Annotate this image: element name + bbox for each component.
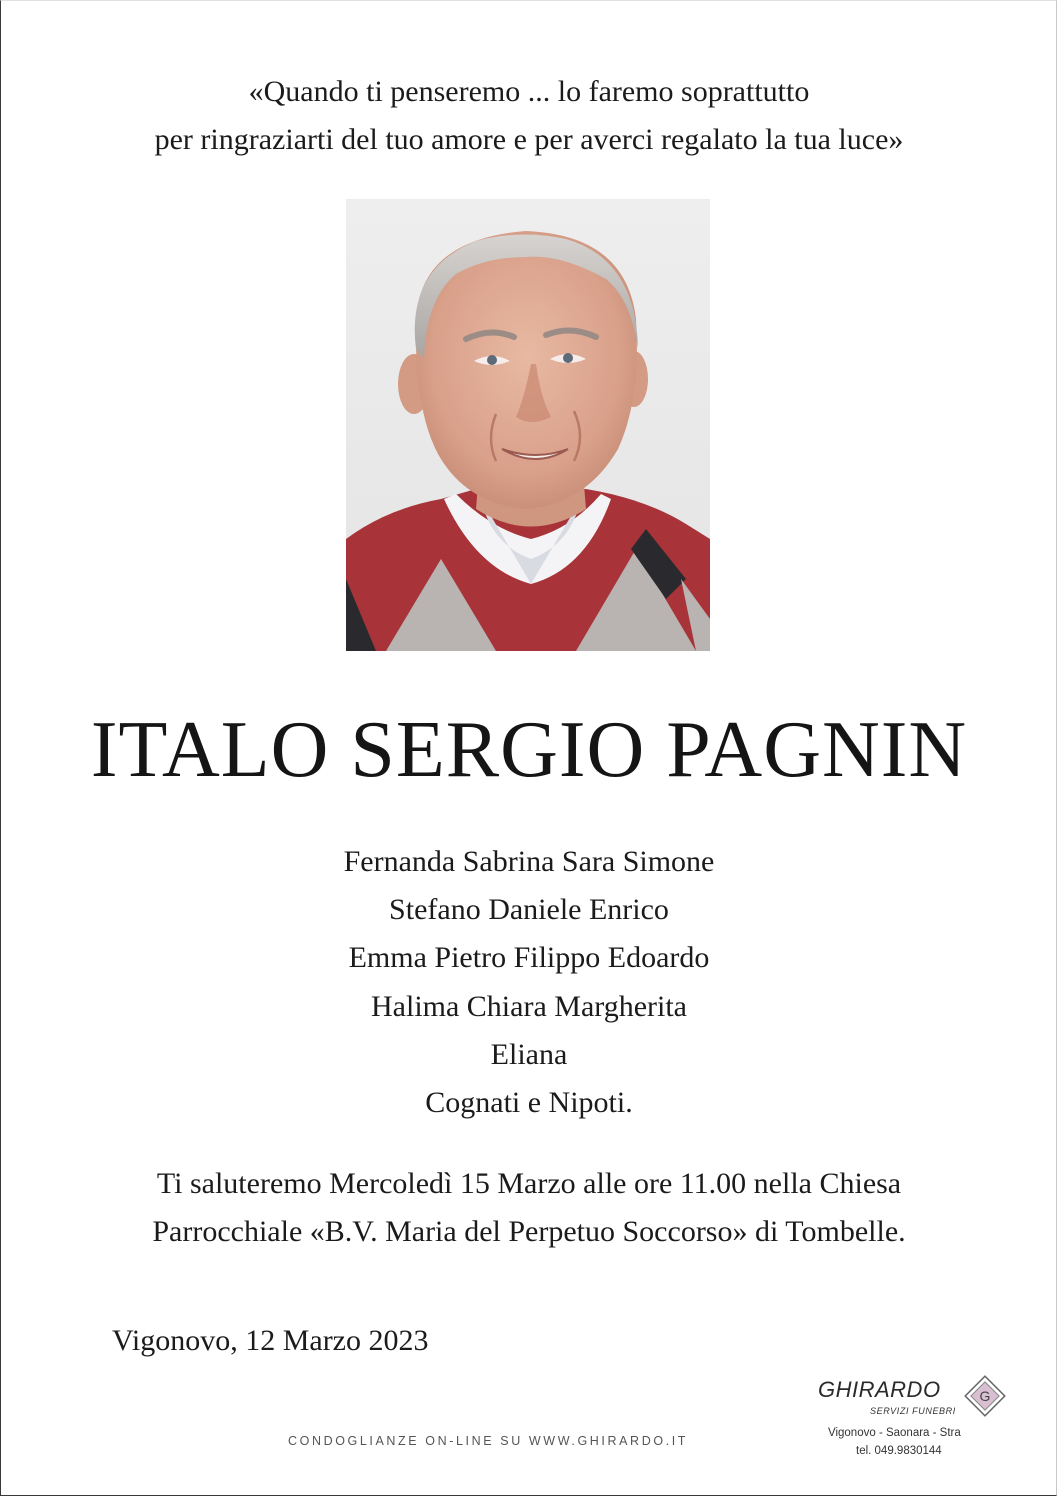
quote-line-2: per ringraziarti del tuo amore e per averci regalato la tua luce» bbox=[154, 123, 904, 156]
logo-name: GHIRARDO bbox=[818, 1377, 941, 1402]
logo-subtitle: SERVIZI FUNEBRI bbox=[870, 1406, 956, 1416]
place-and-date: Vigonovo, 12 Marzo 2023 bbox=[112, 1324, 429, 1357]
portrait-illustration bbox=[346, 199, 710, 651]
logo-mark-letter: G bbox=[979, 1388, 991, 1404]
funeral-line-1: Ti saluteremo Mercoledì 15 Marzo alle ore 11.00 nella Chiesa bbox=[156, 1167, 902, 1200]
mourners-line: Eliana bbox=[490, 1037, 568, 1071]
quote-line-1: «Quando ti penseremo ... lo faremo soprattutto bbox=[248, 75, 810, 108]
funeral-home-logo bbox=[818, 1373, 1018, 1473]
mourners-line: Emma Pietro Filippo Edoardo bbox=[348, 941, 710, 975]
logo-towns: Vigonovo - Saonara - Stra bbox=[828, 1427, 961, 1439]
mourners-line: Halima Chiara Margherita bbox=[371, 989, 687, 1023]
logo-phone: tel. 049.9830144 bbox=[856, 1445, 942, 1457]
mourners-list bbox=[0, 838, 1058, 1127]
mourners-line: Fernanda Sabrina Sara Simone bbox=[343, 845, 715, 878]
funeral-announcement bbox=[0, 1160, 1058, 1256]
diamond-g-icon bbox=[962, 1373, 1008, 1419]
portrait-photo bbox=[346, 199, 710, 651]
mourners-line: Stefano Daniele Enrico bbox=[389, 893, 669, 927]
condolences-link-text: CONDOGLIANZE ON-LINE SU WWW.GHIRARDO.IT bbox=[288, 1434, 689, 1448]
deceased-name: ITALO SERGIO PAGNIN bbox=[90, 706, 968, 794]
mourners-line: Cognati e Nipoti. bbox=[425, 1086, 633, 1120]
funeral-line-2: Parrocchiale «B.V. Maria del Perpetuo Soccorso» di Tombelle. bbox=[152, 1215, 906, 1248]
epigraph-quote bbox=[0, 68, 1058, 164]
